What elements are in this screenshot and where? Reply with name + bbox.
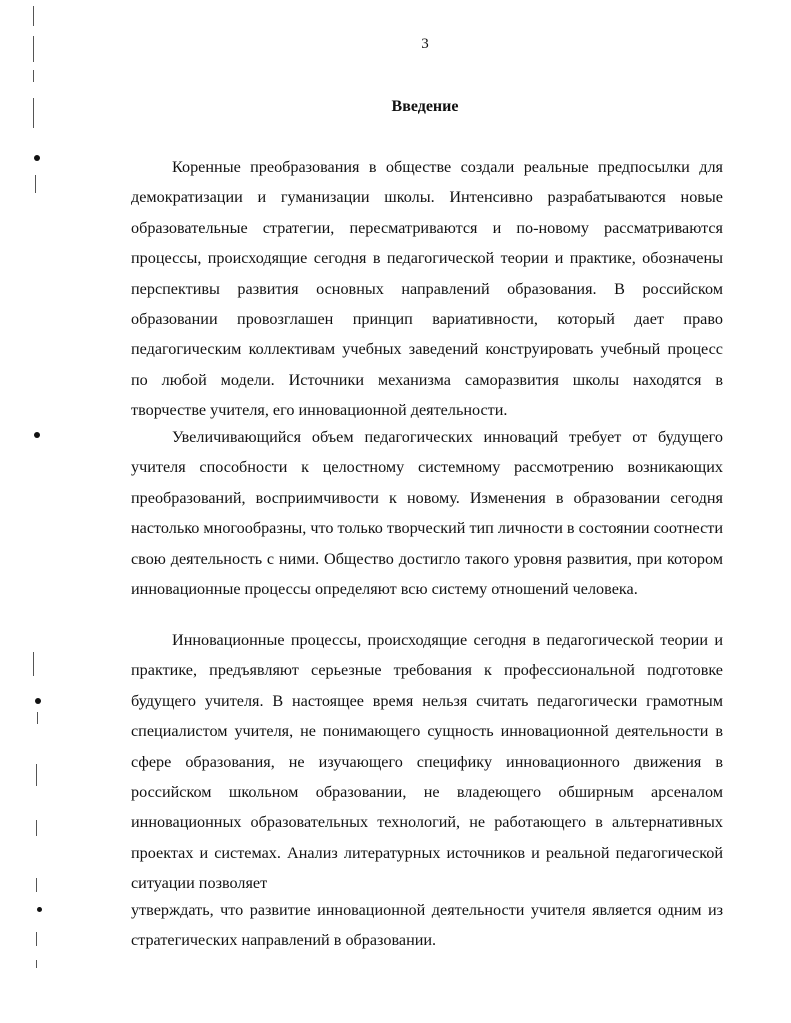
margin-scan-line — [36, 960, 37, 968]
margin-scan-line — [33, 70, 34, 82]
paragraph-3: Инновационные процессы, происходящие сегодня в педагогической теории и практике, предъявляют серьезные требования к профессиональной подготовке будущего учителя. В настоящее время нельзя считать педагогически грамотным специалистом учителя, не понимающего сущность инновационной деятельности в сфере образования, не изучающего специфику инновационного движения в российском школьном образовании, не владеющего обширным арсеналом инновационных образовательных технологий, не работающего в альтернативных проектах и системах. Анализ литературных источников и реальной педагогической ситуации позволяет — [131, 631, 723, 893]
margin-scan-line — [36, 820, 37, 836]
margin-punch-mark — [37, 907, 42, 912]
margin-scan-line — [36, 932, 37, 946]
section-title: Введение — [391, 98, 459, 115]
margin-scan-line — [33, 6, 34, 26]
margin-scan-line — [36, 878, 37, 892]
margin-punch-mark — [35, 698, 41, 704]
margin-scan-line — [35, 175, 36, 193]
margin-scan-line — [36, 764, 37, 786]
paragraph-4: утверждать, что развитие инновационной деятельности учителя является одним из стратегических направлений в образовании. — [131, 901, 723, 950]
paragraph-1: Коренные преобразования в обществе создали реальные предпосылки для демократизации и гуманизации школы. Интенсивно разрабатываются новые образовательные стратегии, пересматриваются и по-новому рассматриваются процессы, происходящие сегодня в педагогической теории и практике, обозначены перспективы развития основных направлений образования. В российском образовании провозглашен принцип вариативности, который дает право педагогическим коллективам учебных заведений конструировать учебный процесс по любой модели. Источники механизма саморазвития школы находятся в творчестве учителя, его инновационной деятельности. — [131, 158, 723, 420]
page-number: 3 — [421, 36, 429, 52]
margin-scan-line — [37, 712, 38, 724]
margin-punch-mark — [34, 155, 40, 161]
paragraph-2: Увеличивающийся объем педагогических инноваций требует от будущего учителя способности к целостному системному рассмотрению возникающих преобразований, восприимчивости к новому. Изменения в образовании сегодня настолько многообразны, что только творческий тип личности в состоянии соотнести свою деятельность с ними. Общество достигло такого уровня развития, при котором инновационные процессы определяют всю систему отношений человека. — [131, 428, 723, 599]
margin-punch-mark — [34, 432, 40, 438]
margin-scan-line — [33, 652, 34, 676]
